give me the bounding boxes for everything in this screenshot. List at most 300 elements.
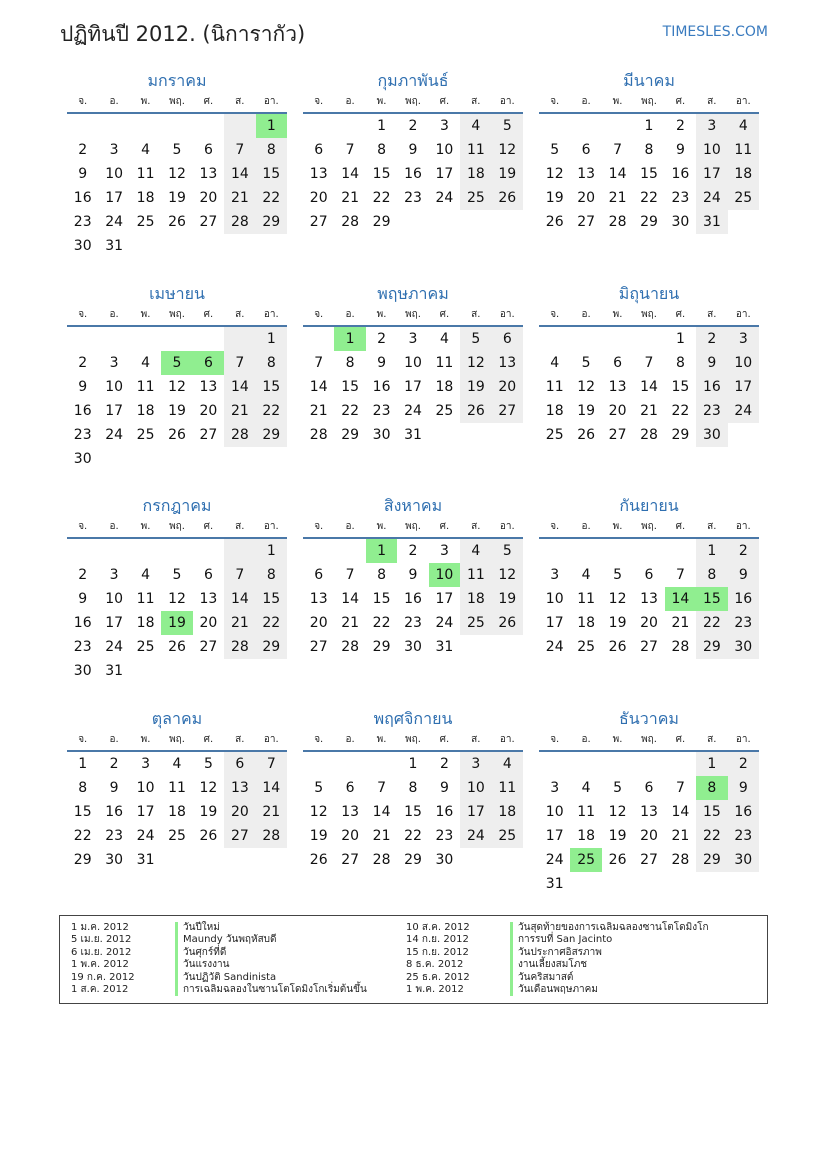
day-cell[interactable]: 28 <box>256 824 287 848</box>
day-cell[interactable]: 25 <box>435 403 454 419</box>
day-cell[interactable]: 22 <box>696 611 727 635</box>
day-cell[interactable]: 25 <box>460 186 491 210</box>
day-cell[interactable]: 29 <box>256 635 287 659</box>
day-cell[interactable]: 20 <box>199 190 218 206</box>
day-cell[interactable]: 24 <box>435 615 454 631</box>
day-cell[interactable]: 23 <box>73 639 92 655</box>
day-cell[interactable]: 26 <box>545 214 564 230</box>
day-cell[interactable]: 13 <box>492 351 523 375</box>
day-cell[interactable]: 16 <box>696 375 727 399</box>
day-cell[interactable]: 20 <box>309 190 328 206</box>
day-cell[interactable]: 14 <box>224 587 255 611</box>
day-cell[interactable]: 28 <box>224 210 255 234</box>
day-cell[interactable]: 21 <box>256 800 287 824</box>
day-cell[interactable]: 8 <box>696 563 727 587</box>
day-cell[interactable]: 25 <box>168 828 186 844</box>
day-cell[interactable]: 10 <box>728 351 759 375</box>
day-cell[interactable]: 22 <box>256 399 287 423</box>
day-cell[interactable]: 22 <box>256 186 287 210</box>
day-cell[interactable]: 4 <box>460 539 491 563</box>
day-cell[interactable]: 8 <box>256 138 287 162</box>
day-cell[interactable]: 28 <box>341 214 360 230</box>
day-cell[interactable]: 1 <box>377 118 387 134</box>
day-cell[interactable]: 24 <box>105 427 124 443</box>
day-cell[interactable]: 6 <box>314 142 324 158</box>
day-cell[interactable]: 10 <box>545 804 564 820</box>
site-name[interactable]: TIMESLES.COM <box>662 24 768 40</box>
holiday-day-cell[interactable]: 14 <box>665 587 696 611</box>
day-cell[interactable]: 14 <box>224 375 255 399</box>
day-cell[interactable]: 28 <box>608 214 627 230</box>
day-cell[interactable]: 18 <box>492 800 523 824</box>
day-cell[interactable]: 19 <box>492 587 523 611</box>
day-cell[interactable]: 12 <box>199 780 218 796</box>
day-cell[interactable]: 19 <box>168 190 186 206</box>
day-cell[interactable]: 21 <box>640 403 658 419</box>
day-cell[interactable]: 19 <box>608 828 627 844</box>
day-cell[interactable]: 20 <box>224 800 255 824</box>
day-cell[interactable]: 29 <box>696 635 727 659</box>
day-cell[interactable]: 3 <box>141 756 151 772</box>
day-cell[interactable]: 2 <box>675 118 685 134</box>
day-cell[interactable]: 13 <box>640 804 658 820</box>
day-cell[interactable]: 18 <box>136 190 155 206</box>
day-cell[interactable]: 7 <box>345 142 355 158</box>
day-cell[interactable]: 26 <box>199 828 218 844</box>
day-cell[interactable]: 31 <box>404 427 422 443</box>
day-cell[interactable]: 23 <box>728 824 759 848</box>
holiday-day-cell[interactable]: 19 <box>161 611 192 635</box>
day-cell[interactable]: 15 <box>671 379 690 395</box>
day-cell[interactable]: 17 <box>435 166 454 182</box>
day-cell[interactable]: 4 <box>172 756 182 772</box>
day-cell[interactable]: 7 <box>345 567 355 583</box>
day-cell[interactable]: 5 <box>613 780 623 796</box>
day-cell[interactable]: 24 <box>728 399 759 423</box>
day-cell[interactable]: 1 <box>408 756 418 772</box>
day-cell[interactable]: 19 <box>168 403 186 419</box>
day-cell[interactable]: 12 <box>608 804 627 820</box>
day-cell[interactable]: 17 <box>136 804 155 820</box>
day-cell[interactable]: 1 <box>644 118 654 134</box>
day-cell[interactable]: 11 <box>435 355 454 371</box>
day-cell[interactable]: 25 <box>545 427 564 443</box>
day-cell[interactable]: 27 <box>309 639 328 655</box>
holiday-day-cell[interactable]: 1 <box>366 539 397 563</box>
day-cell[interactable]: 11 <box>136 166 155 182</box>
day-cell[interactable]: 30 <box>671 214 690 230</box>
day-cell[interactable]: 22 <box>73 828 92 844</box>
day-cell[interactable]: 18 <box>460 587 491 611</box>
day-cell[interactable]: 20 <box>577 190 596 206</box>
day-cell[interactable]: 9 <box>78 166 88 182</box>
day-cell[interactable]: 12 <box>460 351 491 375</box>
day-cell[interactable]: 24 <box>404 403 422 419</box>
day-cell[interactable]: 1 <box>256 539 287 563</box>
day-cell[interactable]: 26 <box>577 427 596 443</box>
day-cell[interactable]: 20 <box>309 615 328 631</box>
day-cell[interactable]: 19 <box>545 190 564 206</box>
day-cell[interactable]: 25 <box>136 427 155 443</box>
day-cell[interactable]: 30 <box>73 663 92 679</box>
day-cell[interactable]: 23 <box>435 828 454 844</box>
day-cell[interactable]: 3 <box>109 355 119 371</box>
day-cell[interactable]: 8 <box>78 780 88 796</box>
day-cell[interactable]: 13 <box>309 591 328 607</box>
day-cell[interactable]: 2 <box>408 118 418 134</box>
day-cell[interactable]: 14 <box>341 166 360 182</box>
day-cell[interactable]: 2 <box>78 355 88 371</box>
day-cell[interactable]: 3 <box>109 142 119 158</box>
day-cell[interactable]: 2 <box>377 331 387 347</box>
day-cell[interactable]: 27 <box>640 639 658 655</box>
day-cell[interactable]: 24 <box>545 852 564 868</box>
day-cell[interactable]: 22 <box>341 403 360 419</box>
holiday-day-cell[interactable]: 10 <box>429 563 460 587</box>
day-cell[interactable]: 27 <box>199 427 218 443</box>
day-cell[interactable]: 2 <box>78 142 88 158</box>
day-cell[interactable]: 4 <box>728 114 759 138</box>
day-cell[interactable]: 5 <box>613 567 623 583</box>
day-cell[interactable]: 22 <box>404 828 422 844</box>
day-cell[interactable]: 26 <box>492 611 523 635</box>
day-cell[interactable]: 5 <box>203 756 213 772</box>
day-cell[interactable]: 26 <box>492 186 523 210</box>
day-cell[interactable]: 4 <box>581 780 591 796</box>
day-cell[interactable]: 21 <box>671 615 690 631</box>
day-cell[interactable]: 18 <box>136 615 155 631</box>
day-cell[interactable]: 7 <box>224 563 255 587</box>
day-cell[interactable]: 7 <box>675 780 685 796</box>
day-cell[interactable]: 5 <box>460 327 491 351</box>
holiday-day-cell[interactable]: 25 <box>570 848 601 872</box>
day-cell[interactable]: 11 <box>577 591 596 607</box>
day-cell[interactable]: 26 <box>168 427 186 443</box>
day-cell[interactable]: 5 <box>172 142 182 158</box>
day-cell[interactable]: 10 <box>105 379 124 395</box>
day-cell[interactable]: 23 <box>372 403 391 419</box>
day-cell[interactable]: 18 <box>577 828 596 844</box>
day-cell[interactable]: 10 <box>435 142 454 158</box>
day-cell[interactable]: 14 <box>608 166 627 182</box>
day-cell[interactable]: 20 <box>492 375 523 399</box>
day-cell[interactable]: 6 <box>203 142 213 158</box>
day-cell[interactable]: 16 <box>372 379 391 395</box>
day-cell[interactable]: 3 <box>109 567 119 583</box>
day-cell[interactable]: 19 <box>199 804 218 820</box>
day-cell[interactable]: 27 <box>341 852 360 868</box>
day-cell[interactable]: 27 <box>199 639 218 655</box>
day-cell[interactable]: 20 <box>640 828 658 844</box>
day-cell[interactable]: 31 <box>105 663 124 679</box>
day-cell[interactable]: 18 <box>545 403 564 419</box>
day-cell[interactable]: 7 <box>314 355 324 371</box>
day-cell[interactable]: 13 <box>341 804 360 820</box>
day-cell[interactable]: 13 <box>608 379 627 395</box>
day-cell[interactable]: 11 <box>545 379 564 395</box>
day-cell[interactable]: 8 <box>256 351 287 375</box>
day-cell[interactable]: 15 <box>256 587 287 611</box>
day-cell[interactable]: 24 <box>460 824 491 848</box>
day-cell[interactable]: 24 <box>435 190 454 206</box>
day-cell[interactable]: 21 <box>224 611 255 635</box>
day-cell[interactable]: 22 <box>372 190 391 206</box>
day-cell[interactable]: 14 <box>372 804 391 820</box>
day-cell[interactable]: 26 <box>608 852 627 868</box>
day-cell[interactable]: 5 <box>492 539 523 563</box>
day-cell[interactable]: 9 <box>78 379 88 395</box>
day-cell[interactable]: 16 <box>73 615 92 631</box>
day-cell[interactable]: 29 <box>372 639 391 655</box>
day-cell[interactable]: 10 <box>105 591 124 607</box>
day-cell[interactable]: 6 <box>492 327 523 351</box>
day-cell[interactable]: 4 <box>141 142 151 158</box>
day-cell[interactable]: 15 <box>640 166 658 182</box>
day-cell[interactable]: 3 <box>460 752 491 776</box>
day-cell[interactable]: 15 <box>73 804 92 820</box>
day-cell[interactable]: 20 <box>608 403 627 419</box>
day-cell[interactable]: 7 <box>613 142 623 158</box>
day-cell[interactable]: 11 <box>492 776 523 800</box>
day-cell[interactable]: 2 <box>728 539 759 563</box>
day-cell[interactable]: 11 <box>460 138 491 162</box>
day-cell[interactable]: 11 <box>460 563 491 587</box>
day-cell[interactable]: 15 <box>372 166 391 182</box>
holiday-day-cell[interactable]: 1 <box>256 114 287 138</box>
day-cell[interactable]: 14 <box>341 591 360 607</box>
day-cell[interactable]: 31 <box>696 210 727 234</box>
day-cell[interactable]: 13 <box>577 166 596 182</box>
day-cell[interactable]: 26 <box>608 639 627 655</box>
day-cell[interactable]: 21 <box>224 186 255 210</box>
day-cell[interactable]: 24 <box>105 639 124 655</box>
day-cell[interactable]: 4 <box>460 114 491 138</box>
day-cell[interactable]: 10 <box>696 138 727 162</box>
day-cell[interactable]: 6 <box>613 355 623 371</box>
day-cell[interactable]: 21 <box>671 828 690 844</box>
day-cell[interactable]: 30 <box>73 238 92 254</box>
day-cell[interactable]: 29 <box>372 214 391 230</box>
day-cell[interactable]: 23 <box>105 828 124 844</box>
day-cell[interactable]: 21 <box>341 190 360 206</box>
day-cell[interactable]: 2 <box>728 752 759 776</box>
day-cell[interactable]: 25 <box>136 639 155 655</box>
day-cell[interactable]: 10 <box>545 591 564 607</box>
day-cell[interactable]: 30 <box>435 852 454 868</box>
day-cell[interactable]: 29 <box>671 427 690 443</box>
day-cell[interactable]: 26 <box>168 639 186 655</box>
day-cell[interactable]: 1 <box>256 327 287 351</box>
day-cell[interactable]: 18 <box>168 804 186 820</box>
day-cell[interactable]: 17 <box>545 828 564 844</box>
day-cell[interactable]: 29 <box>696 848 727 872</box>
day-cell[interactable]: 8 <box>644 142 654 158</box>
day-cell[interactable]: 30 <box>105 852 124 868</box>
day-cell[interactable]: 7 <box>377 780 387 796</box>
day-cell[interactable]: 9 <box>408 142 418 158</box>
day-cell[interactable]: 9 <box>78 591 88 607</box>
day-cell[interactable]: 6 <box>314 567 324 583</box>
day-cell[interactable]: 15 <box>404 804 422 820</box>
day-cell[interactable]: 31 <box>105 238 124 254</box>
day-cell[interactable]: 13 <box>199 591 218 607</box>
day-cell[interactable]: 6 <box>203 567 213 583</box>
day-cell[interactable]: 8 <box>408 780 418 796</box>
day-cell[interactable]: 25 <box>460 611 491 635</box>
day-cell[interactable]: 19 <box>460 375 491 399</box>
day-cell[interactable]: 4 <box>550 355 560 371</box>
day-cell[interactable]: 16 <box>73 190 92 206</box>
day-cell[interactable]: 22 <box>696 824 727 848</box>
day-cell[interactable]: 9 <box>377 355 387 371</box>
day-cell[interactable]: 27 <box>577 214 596 230</box>
day-cell[interactable]: 17 <box>105 403 124 419</box>
day-cell[interactable]: 8 <box>377 142 387 158</box>
day-cell[interactable]: 29 <box>73 852 92 868</box>
day-cell[interactable]: 23 <box>404 190 422 206</box>
day-cell[interactable]: 30 <box>728 848 759 872</box>
holiday-day-cell[interactable]: 5 <box>161 351 192 375</box>
day-cell[interactable]: 3 <box>550 780 560 796</box>
day-cell[interactable]: 2 <box>78 567 88 583</box>
day-cell[interactable]: 19 <box>492 162 523 186</box>
day-cell[interactable]: 3 <box>439 118 449 134</box>
day-cell[interactable]: 12 <box>492 138 523 162</box>
day-cell[interactable]: 2 <box>109 756 119 772</box>
day-cell[interactable]: 27 <box>224 824 255 848</box>
day-cell[interactable]: 20 <box>199 615 218 631</box>
day-cell[interactable]: 9 <box>728 563 759 587</box>
day-cell[interactable]: 10 <box>136 780 155 796</box>
day-cell[interactable]: 18 <box>136 403 155 419</box>
day-cell[interactable]: 15 <box>256 375 287 399</box>
day-cell[interactable]: 29 <box>256 423 287 447</box>
day-cell[interactable]: 3 <box>728 327 759 351</box>
day-cell[interactable]: 5 <box>314 780 324 796</box>
day-cell[interactable]: 24 <box>105 214 124 230</box>
day-cell[interactable]: 14 <box>224 162 255 186</box>
day-cell[interactable]: 14 <box>309 379 328 395</box>
holiday-day-cell[interactable]: 15 <box>696 587 727 611</box>
day-cell[interactable]: 7 <box>644 355 654 371</box>
day-cell[interactable]: 3 <box>408 331 418 347</box>
day-cell[interactable]: 25 <box>728 186 759 210</box>
day-cell[interactable]: 15 <box>696 800 727 824</box>
day-cell[interactable]: 11 <box>577 804 596 820</box>
day-cell[interactable]: 2 <box>408 543 418 559</box>
day-cell[interactable]: 20 <box>640 615 658 631</box>
day-cell[interactable]: 17 <box>460 800 491 824</box>
day-cell[interactable]: 31 <box>136 852 155 868</box>
day-cell[interactable]: 11 <box>728 138 759 162</box>
day-cell[interactable]: 28 <box>671 852 690 868</box>
day-cell[interactable]: 12 <box>545 166 564 182</box>
day-cell[interactable]: 16 <box>728 800 759 824</box>
day-cell[interactable]: 17 <box>435 591 454 607</box>
day-cell[interactable]: 28 <box>309 427 328 443</box>
day-cell[interactable]: 28 <box>372 852 391 868</box>
day-cell[interactable]: 25 <box>136 214 155 230</box>
day-cell[interactable]: 7 <box>675 567 685 583</box>
day-cell[interactable]: 13 <box>199 379 218 395</box>
day-cell[interactable]: 15 <box>341 379 360 395</box>
day-cell[interactable]: 12 <box>577 379 596 395</box>
day-cell[interactable]: 22 <box>256 611 287 635</box>
day-cell[interactable]: 9 <box>408 567 418 583</box>
day-cell[interactable]: 14 <box>671 804 690 820</box>
day-cell[interactable]: 28 <box>341 639 360 655</box>
day-cell[interactable]: 6 <box>224 752 255 776</box>
day-cell[interactable]: 18 <box>577 615 596 631</box>
day-cell[interactable]: 7 <box>224 351 255 375</box>
day-cell[interactable]: 21 <box>608 190 627 206</box>
day-cell[interactable]: 8 <box>675 355 685 371</box>
day-cell[interactable]: 1 <box>696 539 727 563</box>
day-cell[interactable]: 12 <box>168 379 186 395</box>
day-cell[interactable]: 19 <box>608 615 627 631</box>
day-cell[interactable]: 4 <box>141 567 151 583</box>
day-cell[interactable]: 17 <box>696 162 727 186</box>
day-cell[interactable]: 5 <box>581 355 591 371</box>
day-cell[interactable]: 1 <box>696 752 727 776</box>
day-cell[interactable]: 22 <box>640 190 658 206</box>
day-cell[interactable]: 13 <box>640 591 658 607</box>
day-cell[interactable]: 27 <box>492 399 523 423</box>
day-cell[interactable]: 9 <box>109 780 119 796</box>
day-cell[interactable]: 9 <box>675 142 685 158</box>
day-cell[interactable]: 30 <box>696 423 727 447</box>
day-cell[interactable]: 7 <box>256 752 287 776</box>
day-cell[interactable]: 19 <box>309 828 328 844</box>
day-cell[interactable]: 12 <box>168 591 186 607</box>
day-cell[interactable]: 15 <box>372 591 391 607</box>
holiday-day-cell[interactable]: 1 <box>334 327 365 351</box>
day-cell[interactable]: 20 <box>341 828 360 844</box>
day-cell[interactable]: 17 <box>404 379 422 395</box>
day-cell[interactable]: 10 <box>105 166 124 182</box>
day-cell[interactable]: 11 <box>136 379 155 395</box>
day-cell[interactable]: 6 <box>581 142 591 158</box>
day-cell[interactable]: 21 <box>372 828 391 844</box>
day-cell[interactable]: 29 <box>341 427 360 443</box>
day-cell[interactable]: 5 <box>492 114 523 138</box>
day-cell[interactable]: 16 <box>105 804 124 820</box>
day-cell[interactable]: 9 <box>728 776 759 800</box>
day-cell[interactable]: 31 <box>545 876 564 892</box>
day-cell[interactable]: 9 <box>439 780 449 796</box>
day-cell[interactable]: 16 <box>73 403 92 419</box>
day-cell[interactable]: 16 <box>728 587 759 611</box>
day-cell[interactable]: 17 <box>105 615 124 631</box>
day-cell[interactable]: 30 <box>404 639 422 655</box>
day-cell[interactable]: 12 <box>168 166 186 182</box>
day-cell[interactable]: 4 <box>439 331 449 347</box>
day-cell[interactable]: 4 <box>492 752 523 776</box>
day-cell[interactable]: 2 <box>696 327 727 351</box>
day-cell[interactable]: 29 <box>404 852 422 868</box>
day-cell[interactable]: 6 <box>644 567 654 583</box>
day-cell[interactable]: 5 <box>172 567 182 583</box>
day-cell[interactable]: 26 <box>168 214 186 230</box>
day-cell[interactable]: 18 <box>728 162 759 186</box>
day-cell[interactable]: 3 <box>439 543 449 559</box>
day-cell[interactable]: 9 <box>696 351 727 375</box>
day-cell[interactable]: 10 <box>460 776 491 800</box>
day-cell[interactable]: 21 <box>224 399 255 423</box>
day-cell[interactable]: 2 <box>439 756 449 772</box>
day-cell[interactable]: 28 <box>224 423 255 447</box>
day-cell[interactable]: 3 <box>550 567 560 583</box>
